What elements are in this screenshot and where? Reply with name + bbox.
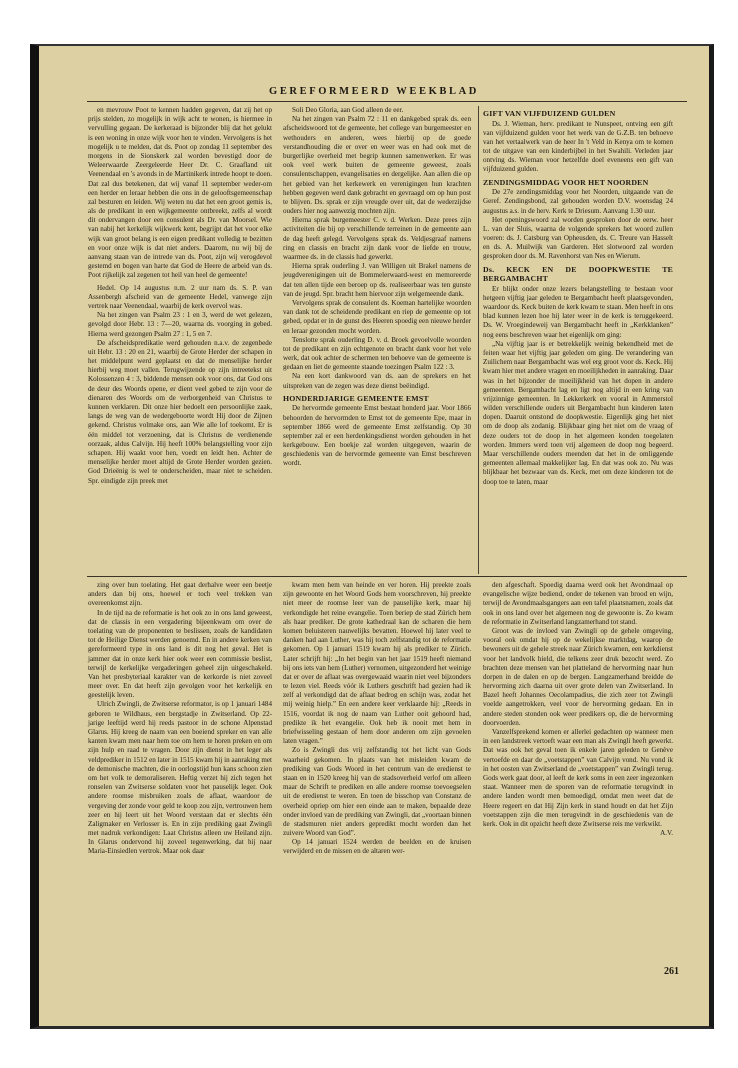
section-rule — [87, 576, 687, 577]
article-heading: Ds. KECK EN DE DOOPKWESTIE TE BERGAMBACHT — [483, 264, 673, 284]
page-header: GEREFORMEERD WEEKBLAD — [269, 86, 479, 97]
newspaper-page — [30, 44, 714, 1029]
paragraph: In de tijd na de reformatie is het ook zo in ons land geweest, dat de classis in een vergadering bijeenkwam om over de toelating van de proponenten te beslissen, zoals de kandidaten tot de Heilige Dienst werden genoemd. En in andere kerken van gereformeerd type in ons land is dit nog het geval. Het is jammer dat in onze kerk hier ook weer een commissie beslist, terwijl de kerkelijke vergaderingen geheel zijn uitgeschakeld. Van het presbyteriaal karakter van de kerkorde is niet zoveel meer over. En dat heeft zijn gevolgen voor het kerkelijk en geestelijk leven. — [88, 608, 272, 700]
paragraph: Het openingswoord zal worden gesproken door de eerw. heer L. van der Sluis, waarna de volgende sprekers het woord zullen voeren: ds. J. Catsburg van Opheusden, ds. C. Treure van Hasselt en ds. A. Muilwijk van Garderen. Het slotwoord zal worden gesproken door ds. M. Ravenhorst van Nes en Wierum. — [483, 215, 673, 261]
paragraph: Soli Deo Gloria, aan God alleen de eer. — [292, 106, 404, 114]
paragraph: De afscheidspredikatie werd gehouden n.a.v. de zegenbede uit Hebr. 13 : 20 en 21, waarbij de Grote Herder der schapen in het middelpunt werd geplaatst en dat de menselijke herder hierbij weg moet vallen. Terugwijzende op zijn intreetekst uit Kolossenzen 4 : 3, biddende mensen ook voor ons, dat God ons de deur des Woords opene, er dient veel gebed te zijn voor de dienaren des Woords om de verborgenheid van Christus te kunnen verklaren. Dit onze hier bedoelt een persoonlijke zaak, langs de weg van de wedergeboorte wordt Hij door de Zijnen gekend. Christus volmake ons, aan Wie alle lof toekomt. Er is één middel tot verzoening, dat is Christus de verdienende oorzaak, aldus Calvijn. Hij heeft 100% belangstelling voor zijn schapen. Hij waakt voor hen, voedt en leidt hen. Achter de menselijke herder moet altijd de Grote Herder worden gezien. God Drieënig is wel te onderscheiden, maar niet te scheiden. Spr. eindigde zijn preek met — [88, 338, 272, 485]
paragraph: De hervormde gemeente Emst bestaat honderd jaar. Voor 1866 behoorden de hervormden te Emst tot de gemeente Epe, maar in september 1866 werd de gemeente Emst zelfstandig. Op 30 september zal er een herdenkingsdienst worden gehouden in het kerkgebouw. Een boekje zal worden uitgegeven, waarin de geschiedenis van de hervormde gemeente van Emst beschreven wordt. — [283, 404, 471, 468]
article-heading: GIFT VAN VIJFDUIZEND GULDEN — [483, 109, 616, 118]
paragraph: kwam men hem van heinde en ver horen. Hij preekte zoals zijn gewoonte en het Woord Gods hem voorschreven, hij preekte niet meer de roomse leer van de pauselijke kerk, maar hij verkondigde het reine evangelie. Toen beriep de stad Zürich hem als haar prediker. De grote kathedraal kan de scharen die hem komen beluisteren nauwelijks bevatten. Hoewel hij later veel te danken had aan Luther, was hij toch zelfstandig tot de reformatie gekomen. Op 1 januari 1519 kwam hij als prediker te Zürich. Later schrijft hij: „In het begin van het jaar 1519 heeft niemand bij ons iets van hem (Luther) vernomen, uitgezonderd het weinige dat er over de aflaat was overgewaaid waarin niet veel bijzonders te lezen viel. Reeds vóór ik Luthers geschrift had gezien had ik zelf al verkondigd dat de aflaat bedrog en schijn was, zodat het mij weinig hielp.” En een andere keer verklaarde hij: „Reeds in 1516, voordat ik nog de naam van Luther ooit gehoord had, predikte ik het evangelie. Ook heb ik nooit met hem in briefwisseling gestaan of hem door anderen om zijn gevoelen laten vragen.” — [283, 581, 471, 746]
bottom-column-1 — [88, 581, 272, 857]
paragraph: zing over hun toelating. Het gaat derhalve weer een beetje anders dan bij ons, hoewel er toch veel trekken van overeenkomst zijn. — [88, 581, 272, 608]
signature: A.V. — [660, 829, 673, 838]
paragraph: Vervolgens sprak de consulent ds. Koeman hartelijke woorden van dank tot de scheidende predikant en riep de gemeente op tot gebed, opdat er in de gunst des Heeren spoedig een nieuwe herder en leraar gezonden mocht worden. — [283, 298, 471, 335]
bottom-column-3 — [483, 581, 673, 838]
top-column-3 — [483, 106, 673, 487]
paragraph: Na een kort dankwoord van ds. aan de sprekers en het uitspreken van de zegen was deze dienst beëindigd. — [283, 372, 471, 390]
paragraph: Na het zingen van Psalm 72 : 11 en dankgebed sprak ds. een afscheidswoord tot de gemeente, het college van burgemeester en wethouders en anderen, wees hierbij op de goede verstandhouding die er over en weer was en had ook met de burgerlijke overheid met begrip kunnen samenwerken. Er was ook veel werk buiten de gemeente geweest, zoals consulentschappen, evangelisaties en dergelijke. Aan allen die op het gebied van het kerkewerk en verenigingen hun krachten hebben gegeven werd dank gebracht en gevraagd om op hun post te blijven. Ds. sprak er zijn vreugde over uit, dat de wederzijdse ouders hier nog aanwezig mochten zijn. — [283, 115, 471, 216]
paragraph: De 27e zendingsmiddag voor het Noorden, uitgaande van de Geref. Zendingsbond, zal gehouden worden D.V. woensdag 24 augustus a.s. in de herv. Kerk te Driesum. Aanvang 1.30 uur. — [483, 188, 673, 215]
paragraph: den afgeschaft. Spoedig daarna werd ook het Avondmaal op evangelische wijze bediend, onder de tekenen van brood en wijn, terwijl de Avondmaalsgangers aan een tafel plaatsnamen, zoals dat ook in ons land over het algemeen nog de gewoonte is. Zo kwam de reformatie in Zwitserland langzamerhand tot stand. — [483, 581, 673, 626]
paragraph: Zo is Zwingli dus vrij zelfstandig tot het licht van Gods waarheid gekomen. In plaats van het misleiden kwam de prediking van Gods Woord in het centrum van de eredienst te staan en in 1520 kreeg hij van de stadsoverheid verlof om alleen maar de Schrift te prediken en alle andere roomse toevoegselen uit de eredienst te weren. En toen de bisschop van Constanz de overheid opriep om hier een einde aan te maken, bepaalde deze onder invloed van de prediking van Zwingli, dat „voortaan binnen de stadsmuren niet anders gepredikt mocht worden dan het zuivere Woord van God”. — [283, 746, 471, 838]
paragraph: Op 14 januari 1524 werden de beelden en de kruisen verwijderd en de missen en de altaren wer- — [283, 838, 471, 856]
paragraph: Ulrich Zwingli, de Zwitserse reformator, is op 1 januari 1484 geboren te Wildhaus, een bergstadje in Zwitserland. Op 22-jarige leeftijd werd hij reeds pastoor in de schone Alpenstad Glarus. Hij kreeg de naam van een boeiend spreker en van alle kanten kwam men naar hem toe om hem te horen preken en om zijn hulp en raad te vragen. Door zijn dienst in het leger als veldprediker in 1512 en later in 1515 kwam hij in aanraking met de demonische machten, die in oorlogstijd hun kans schoon zien om het volk te demoraliseren. Heftig verzet hij zich tegen het ronselen van Zwitserse soldaten voor het pauselijk leger. Ook andere roomse misbruiken zoals de aflaat, waardoor de vergeving der zonde voor geld te koop zou zijn, vertrouwen hem zeer en hij leert uit het Woord verstaan dat er slechts één Zaligmaker en Verlosser is. En in zijn prediking gaat Zwingli met nadruk verkondigen: Laat Christus alleen uw Heiland zijn. In Glarus ondervond hij zoveel tegenwerking, dat hij naar Maria-Einsiedlen vertrok. Maar ook daar — [88, 700, 272, 856]
paragraph: Hierna sprak burgemeester C. v. d. Werken. Deze prees zijn activiteiten die bij op verschillende terreinen in de gemeente aan de dag heeft gelegd. Vervolgens sprak ds. Veldjesgraaf namens ring en classis en bracht zijn dank voor de liefde en trouw, waarmee ds. in de classis had gewerkt. — [283, 216, 471, 261]
paragraph: Tenslotte sprak ouderling D. v. d. Broek gevoelvolle woorden tot de predikant en zijn echtgenote en bracht dank voor het vele werk, dat ook achter de schermen ten behoeve van de gemeente is gedaan en liet de gemeente staande toezingen Psalm 122 : 3. — [283, 335, 471, 372]
paragraph: „Na vijftig jaar is er betrekkelijk weinig bekendheid met de feiten waar het vijftig jaar geleden om ging. De verandering van Zuilichem naar Bergambacht was wel erg groot voor ds. Keck. Hij kwam hier met andere vragen en moeilijkheden in aanraking. Daar was in het bijzonder de moeilijkheid van het dopen in andere gemeenten. Bergambacht lag en ligt nog altijd in een kring van vrijzinnige gemeenten. In Lekkerkerk en vooral in Ammerstol wilden verschillende ouders uit Bergambacht hun kinderen laten dopen. Daaruit ontstond de doopkwestie. Eigenlijk ging het niet om de doop als zodanig. Blijkbaar ging het niet om de vraag of deze ouders tot de doop in het algemeen konden toegelaten worden. Immers werd toen vrij algemeen de doop nog begeerd. Maar verschillende ouders meenden dat het in de omliggende gemeenten allemaal makkelijker lag. En dat was ook zo. Nu was blijkbaar het bezwaar van ds. Keck, met om deze kinderen tot de doop toe te laten, maar — [483, 339, 673, 486]
paragraph: Na het zingen van Psalm 23 : 1 en 3, werd de wet gelezen, gevolgd door Hebr. 13 : 7—20, waarna ds. voorging in gebed. Hierna werd gezongen Psalm 27 : 1, 5 en 7. — [88, 311, 272, 338]
top-column-1 — [88, 106, 272, 486]
paragraph: Ds. J. Wieman, herv. predikant te Nunspeet, ontving een gift van vijfduizend gulden voor het werk van de G.Z.B. ten behoeve van het vertaalwerk van de heer In 't Veld in Kenya om te komen tot de uitgave van een kinderbijbel in het Swahili. Verleden jaar ontving ds. Wieman voor hetzelfde doel eveneens een gift van vijfduizend gulden. — [483, 119, 673, 174]
page-number: 261 — [664, 966, 679, 977]
paragraph: Hedel. Op 14 augustus n.m. 2 uur nam ds. S. P. van Assenbergh afscheid van de gemeente Hedel, vanwege zijn vertrek naar Veenendaal, waarbij de kerk overvol was. — [88, 283, 272, 310]
article-heading: ZENDINGSMIDDAG VOOR HET NOORDEN — [483, 177, 649, 187]
header-rule — [87, 101, 687, 102]
paragraph: Er blijkt onder onze lezers belangstelling te bestaan voor hetgeen vijftig jaar geleden te Bergambacht heeft plaatsgevonden, waardoor ds. Keck buiten de kerk kwam te staan. Men heeft in ons blad kunnen lezen hoe hij later weer in de kerk is teruggekeerd. Ds. W. Vroegindeweij van Bergambacht heeft in „Kerkklanken” nog eens beschreven waar het eigenlijk om ging: — [483, 284, 673, 339]
paragraph: Groot was de invloed van Zwingli op de gehele omgeving, vooral ook omdat hij op de wekelijkse marktdag, waarop de bewoners uit de gehele streek naar Zürich kwamen, een kerkdienst voor het landvolk hield, die telkens zeer druk bezocht werd. Zo brachten deze mensen van het platteland de hervorming naar hun dorpen in de dalen en op de bergen. Langzamerhand breidde de hervorming zich daarna uit over grote delen van Zwitserland. In Bazel heeft Johannes Oecolampadius, die zich zeer tot Zwingli voelde aangetrokken, veel voor de hervorming gedaan. En in andere steden stonden ook weer predikers op, die de hervorming doorvoerden. — [483, 626, 673, 727]
column-divider — [478, 106, 479, 574]
paragraph: Hierna sprak ouderling J. van Willigen uit Brakel namens de jeugdverenigingen uit de Bommelerwaard-west en memoreerde dat ten allen tijde een beroep op ds. realiseerbaar was ten gunste van de jeugd. Spr. bracht hem hiervoor zijn welgemeende dank. — [283, 262, 471, 298]
article-heading: HONDERDJARIGE GEMEENTE EMST — [283, 393, 429, 403]
paragraph: Vanzelfsprekend komen er allerlei gedachten op wanneer men in een landstreek vertoeft waar een man als Zwingli heeft gewerkt. Dat was ook het geval toen ik enkele jaren geleden te Genève vertoefde en daar de „voetstappen” van Calvijn vond. Nu vond ik in het oosten van Zwitserland de „voetstappen” van Zwingli terug. Gods werk gaat door, al leeft de kerk soms in een zeer ingezonken staat. Wanneer men de sporen van de reformatie terugvindt in andere landen wordt men bemoedigd, omdat men weet dat de Heere regeert en dat Hij Zijn kerk in stand houdt en dat het Zijn voetstappen zijn die men terugvindt in de geschiedenis van de kerk. Ook in dit opzicht heeft deze Zwitserse reis me verkwikt. — [483, 728, 673, 828]
top-column-2 — [283, 106, 471, 469]
bottom-column-2 — [283, 581, 471, 857]
paragraph: en mevrouw Poot te kennen hadden gegeven, dat zij het op prijs stelden, zo mogelijk in wijk acht te wonen, is hiermee in vervulling gegaan. De kerkeraad is bijzonder blij dat het gelukt is een woning in onze wijk voor hen te vinden. Vervolgens is het mogelijk u te melden, dat ds. Poot op zondag 11 september des morgens in de Sionskerk zal worden bevestigd door de Weleerwaarde Zeergeleerde Heer Dr. C. Graafland uit Veenendaal en 's avonds in de Martinikerk intrede hoopt te doen. Dat zal dus betekenen, dat wij vanaf 11 september weder-om een herder en leraar hebben die ons in de gelooftsgemeenschap zal besturen en leiden. Wij weten nu dat het een groot gemis is, als de predikant in een wijkgemeente ontbreekt, zelfs al wordt dit ondervangen door een consulent als Dr. van Moorsel. Wie van nabij het kerkelijk wijkwerk kent, begrijpt dat het voor elke wijk van groot belang is een eigen predikant volledig te bezitten en voor onze wijk is dat niet anders. Daarom, nu wij bij de aanvang staan van de intrede van ds. Poot, zijn wij verogdevol gestemd en bogen van harte dat God de Heere de arbeid van ds. Poot rijkelijk zal zegenen tot heil van heel de gemeente! — [88, 106, 272, 280]
